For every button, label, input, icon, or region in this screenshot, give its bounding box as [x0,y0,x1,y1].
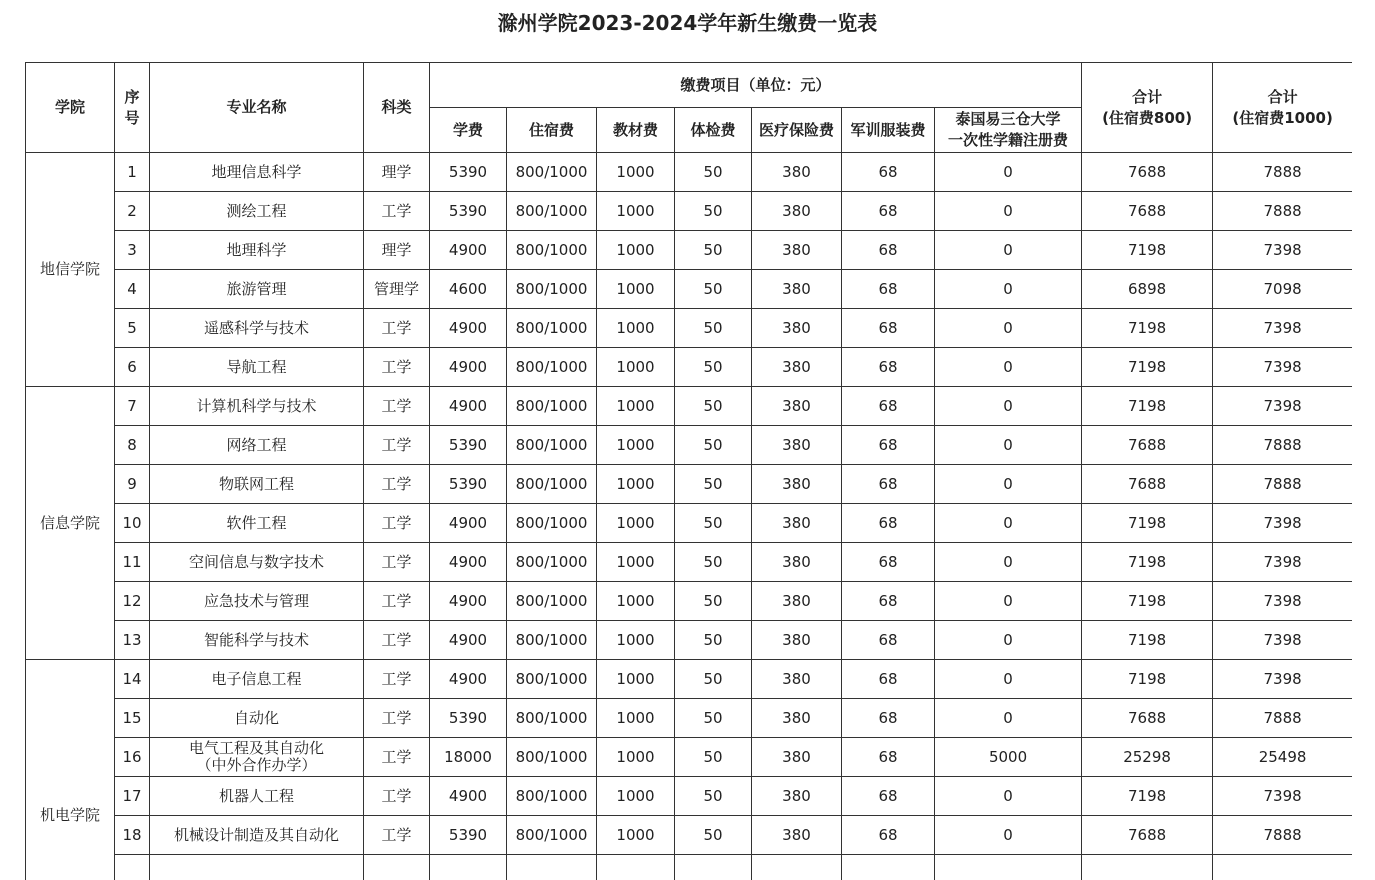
row-total1000: 7398 [1213,660,1352,699]
row-reg: 0 [935,348,1082,387]
row-uniform: 68 [842,231,935,270]
table-row [26,543,1353,582]
row-physical: 50 [675,231,752,270]
row-medical: 380 [752,348,842,387]
header-books: 教材费 [597,108,675,153]
row-category: 管理学 [364,270,430,309]
table-row [26,582,1353,621]
row-major: 物联网工程 [150,465,364,504]
empty-cell [1082,855,1213,880]
row-medical: 380 [752,816,842,855]
row-tuition: 4900 [430,621,507,660]
row-category: 工学 [364,504,430,543]
row-physical: 50 [675,348,752,387]
row-reg: 0 [935,231,1082,270]
header-uniform: 军训服装费 [842,108,935,153]
row-physical: 50 [675,153,752,192]
row-major-line1: 电气工程及其自动化 [188,739,324,757]
row-books: 1000 [597,270,675,309]
row-total800: 7198 [1082,621,1213,660]
table-row [26,153,1353,192]
header-total-1000-line1: 合计 [1267,87,1298,106]
row-uniform: 68 [842,426,935,465]
empty-cell [842,855,935,880]
row-books: 1000 [597,621,675,660]
row-major: 测绘工程 [150,192,364,231]
row-no: 3 [115,231,150,270]
row-dorm: 800/1000 [507,192,597,231]
row-medical: 380 [752,192,842,231]
row-no: 1 [115,153,150,192]
page-title: 滁州学院2023-2024学年新生缴费一览表 [497,11,878,35]
header-major: 专业名称 [150,63,364,153]
empty-cell [115,855,150,880]
header-category: 科类 [364,63,430,153]
row-dorm: 800/1000 [507,504,597,543]
row-books: 1000 [597,816,675,855]
table-row [26,699,1353,738]
row-physical: 50 [675,504,752,543]
empty-cell [507,855,597,880]
row-total1000: 7888 [1213,816,1352,855]
row-reg: 0 [935,504,1082,543]
row-total800: 7688 [1082,465,1213,504]
row-total800: 7198 [1082,660,1213,699]
row-category: 工学 [364,816,430,855]
empty-cell [1213,855,1352,880]
row-major [150,738,364,777]
table-row [26,231,1353,270]
row-tuition: 4600 [430,270,507,309]
row-major: 遥感科学与技术 [150,309,364,348]
row-major: 机器人工程 [150,777,364,816]
row-physical: 50 [675,192,752,231]
row-uniform: 68 [842,504,935,543]
row-major: 电子信息工程 [150,660,364,699]
header-total-1000-line2: (住宿费1000) [1232,108,1333,127]
row-medical: 380 [752,153,842,192]
row-category: 工学 [364,777,430,816]
row-no: 7 [115,387,150,426]
row-physical: 50 [675,621,752,660]
table-row [26,777,1353,816]
row-physical: 50 [675,699,752,738]
row-uniform: 68 [842,465,935,504]
row-total1000: 7888 [1213,426,1352,465]
row-no: 6 [115,348,150,387]
row-total800: 7688 [1082,153,1213,192]
row-medical: 380 [752,582,842,621]
row-reg: 0 [935,153,1082,192]
table-row [26,387,1353,426]
row-uniform: 68 [842,660,935,699]
row-tuition: 4900 [430,387,507,426]
row-category: 理学 [364,231,430,270]
row-total1000: 7888 [1213,153,1352,192]
row-reg: 0 [935,465,1082,504]
row-books: 1000 [597,309,675,348]
row-physical: 50 [675,777,752,816]
row-no: 12 [115,582,150,621]
row-total800: 7688 [1082,816,1213,855]
row-total800: 7688 [1082,426,1213,465]
row-category: 工学 [364,348,430,387]
row-major: 自动化 [150,699,364,738]
row-total1000: 7398 [1213,231,1352,270]
table-row [26,504,1353,543]
row-physical: 50 [675,387,752,426]
header-tuition: 学费 [430,108,507,153]
row-tuition: 5390 [430,816,507,855]
row-reg: 5000 [935,738,1082,777]
row-medical: 380 [752,543,842,582]
row-physical: 50 [675,543,752,582]
row-uniform: 68 [842,621,935,660]
row-total1000: 7888 [1213,465,1352,504]
college-cell: 地信学院 [26,153,115,387]
row-tuition: 4900 [430,660,507,699]
row-reg: 0 [935,660,1082,699]
row-uniform: 68 [842,543,935,582]
row-category: 工学 [364,426,430,465]
row-tuition: 5390 [430,426,507,465]
row-no: 18 [115,816,150,855]
row-tuition: 4900 [430,777,507,816]
row-major-line2: （中外合作办学） [196,756,317,774]
row-total1000: 7888 [1213,192,1352,231]
row-category: 工学 [364,309,430,348]
row-total1000: 7398 [1213,543,1352,582]
row-total1000: 7398 [1213,777,1352,816]
row-dorm: 800/1000 [507,660,597,699]
row-books: 1000 [597,348,675,387]
row-medical: 380 [752,621,842,660]
row-books: 1000 [597,192,675,231]
row-medical: 380 [752,660,842,699]
row-total1000: 7398 [1213,348,1352,387]
row-total800: 7198 [1082,348,1213,387]
header-total-1000 [1213,63,1352,153]
table-row [26,465,1353,504]
row-books: 1000 [597,387,675,426]
header-registration-line2: 一次性学籍注册费 [948,131,1069,149]
row-medical: 380 [752,387,842,426]
row-reg: 0 [935,426,1082,465]
row-reg: 0 [935,582,1082,621]
row-dorm: 800/1000 [507,153,597,192]
row-uniform: 68 [842,348,935,387]
fee-table [25,62,1352,880]
header-fee-group: 缴费项目（单位：元） [430,63,1082,108]
row-major: 软件工程 [150,504,364,543]
row-dorm: 800/1000 [507,270,597,309]
row-uniform: 68 [842,777,935,816]
row-total800: 25298 [1082,738,1213,777]
row-major: 智能科学与技术 [150,621,364,660]
row-medical: 380 [752,231,842,270]
row-category: 工学 [364,387,430,426]
row-dorm: 800/1000 [507,699,597,738]
row-books: 1000 [597,543,675,582]
row-dorm: 800/1000 [507,231,597,270]
row-dorm: 800/1000 [507,816,597,855]
row-reg: 0 [935,543,1082,582]
row-uniform: 68 [842,153,935,192]
row-category: 工学 [364,543,430,582]
row-no: 14 [115,660,150,699]
row-books: 1000 [597,699,675,738]
row-medical: 380 [752,504,842,543]
row-major: 导航工程 [150,348,364,387]
row-no: 10 [115,504,150,543]
row-medical: 380 [752,738,842,777]
row-physical: 50 [675,426,752,465]
row-total800: 7198 [1082,777,1213,816]
row-no: 11 [115,543,150,582]
row-major: 应急技术与管理 [150,582,364,621]
header-registration-line1: 泰国易三仓大学 [955,110,1061,128]
row-reg: 0 [935,270,1082,309]
row-major: 网络工程 [150,426,364,465]
row-tuition: 18000 [430,738,507,777]
row-tuition: 4900 [430,582,507,621]
table-body [26,153,1353,880]
row-books: 1000 [597,777,675,816]
empty-cell [430,855,507,880]
row-category: 工学 [364,192,430,231]
row-no: 13 [115,621,150,660]
empty-cell [364,855,430,880]
row-reg: 0 [935,699,1082,738]
row-tuition: 4900 [430,231,507,270]
header-total-800-line1: 合计 [1132,87,1163,106]
row-major: 旅游管理 [150,270,364,309]
header-college: 学院 [26,63,115,153]
row-total1000: 7098 [1213,270,1352,309]
row-tuition: 4900 [430,504,507,543]
row-dorm: 800/1000 [507,348,597,387]
row-uniform: 68 [842,309,935,348]
row-reg: 0 [935,816,1082,855]
table-row [26,348,1353,387]
row-total800: 7198 [1082,231,1213,270]
table-row [26,738,1353,777]
row-tuition: 5390 [430,699,507,738]
header-total-800-line2: (住宿费800) [1102,108,1193,127]
header-total-800 [1082,63,1213,153]
row-total800: 7198 [1082,543,1213,582]
row-major: 地理科学 [150,231,364,270]
row-medical: 380 [752,777,842,816]
empty-cell [150,855,364,880]
table-row [26,309,1353,348]
row-dorm: 800/1000 [507,465,597,504]
row-total800: 7688 [1082,192,1213,231]
row-total1000: 7398 [1213,582,1352,621]
row-major: 空间信息与数字技术 [150,543,364,582]
empty-cell [752,855,842,880]
empty-cell [935,855,1082,880]
row-tuition: 4900 [430,348,507,387]
row-major: 计算机科学与技术 [150,387,364,426]
row-reg: 0 [935,192,1082,231]
row-physical: 50 [675,660,752,699]
row-tuition: 5390 [430,153,507,192]
row-dorm: 800/1000 [507,582,597,621]
row-physical: 50 [675,270,752,309]
row-physical: 50 [675,738,752,777]
row-physical: 50 [675,816,752,855]
row-no: 8 [115,426,150,465]
header-physical: 体检费 [675,108,752,153]
table-row [26,426,1353,465]
row-no: 2 [115,192,150,231]
row-physical: 50 [675,465,752,504]
row-category: 工学 [364,699,430,738]
row-books: 1000 [597,738,675,777]
row-medical: 380 [752,426,842,465]
header-medical: 医疗保险费 [752,108,842,153]
row-category: 工学 [364,660,430,699]
row-uniform: 68 [842,387,935,426]
row-no: 17 [115,777,150,816]
row-physical: 50 [675,582,752,621]
row-total800: 7198 [1082,582,1213,621]
row-category: 工学 [364,621,430,660]
row-uniform: 68 [842,192,935,231]
row-dorm: 800/1000 [507,309,597,348]
row-tuition: 5390 [430,192,507,231]
row-uniform: 68 [842,816,935,855]
row-physical: 50 [675,309,752,348]
row-dorm: 800/1000 [507,543,597,582]
row-books: 1000 [597,660,675,699]
row-no: 15 [115,699,150,738]
row-reg: 0 [935,621,1082,660]
college-cell: 信息学院 [26,387,115,660]
row-total1000: 7398 [1213,309,1352,348]
row-total800: 7198 [1082,309,1213,348]
row-dorm: 800/1000 [507,387,597,426]
row-total1000: 7888 [1213,699,1352,738]
row-books: 1000 [597,504,675,543]
row-reg: 0 [935,777,1082,816]
row-books: 1000 [597,465,675,504]
row-category: 工学 [364,738,430,777]
row-total1000: 7398 [1213,504,1352,543]
row-tuition: 5390 [430,465,507,504]
row-category: 工学 [364,465,430,504]
row-total800: 7198 [1082,387,1213,426]
row-tuition: 4900 [430,543,507,582]
row-dorm: 800/1000 [507,426,597,465]
row-total800: 6898 [1082,270,1213,309]
row-total1000: 7398 [1213,621,1352,660]
row-total1000: 7398 [1213,387,1352,426]
row-medical: 380 [752,270,842,309]
college-cell: 机电学院 [26,660,115,880]
row-uniform: 68 [842,582,935,621]
row-reg: 0 [935,309,1082,348]
row-no: 9 [115,465,150,504]
table-row [26,855,1353,880]
row-dorm: 800/1000 [507,621,597,660]
row-medical: 380 [752,465,842,504]
header-dorm: 住宿费 [507,108,597,153]
row-books: 1000 [597,231,675,270]
row-uniform: 68 [842,270,935,309]
row-books: 1000 [597,153,675,192]
table-row [26,270,1353,309]
row-medical: 380 [752,699,842,738]
row-uniform: 68 [842,699,935,738]
row-no: 4 [115,270,150,309]
row-no: 16 [115,738,150,777]
fee-table-container [25,62,1352,880]
table-row [26,660,1353,699]
table-row [26,621,1353,660]
row-total1000: 25498 [1213,738,1352,777]
row-dorm: 800/1000 [507,777,597,816]
row-dorm: 800/1000 [507,738,597,777]
row-major: 机械设计制造及其自动化 [150,816,364,855]
header-no: 序号 [115,63,150,153]
row-category: 工学 [364,582,430,621]
row-total800: 7688 [1082,699,1213,738]
row-medical: 380 [752,309,842,348]
row-uniform: 68 [842,738,935,777]
row-no: 5 [115,309,150,348]
table-header [26,63,1353,153]
empty-cell [675,855,752,880]
empty-cell [597,855,675,880]
table-row [26,816,1353,855]
row-major: 地理信息科学 [150,153,364,192]
row-tuition: 4900 [430,309,507,348]
row-category: 理学 [364,153,430,192]
row-books: 1000 [597,426,675,465]
row-books: 1000 [597,582,675,621]
header-registration [935,108,1082,153]
row-total800: 7198 [1082,504,1213,543]
row-reg: 0 [935,387,1082,426]
table-row [26,192,1353,231]
